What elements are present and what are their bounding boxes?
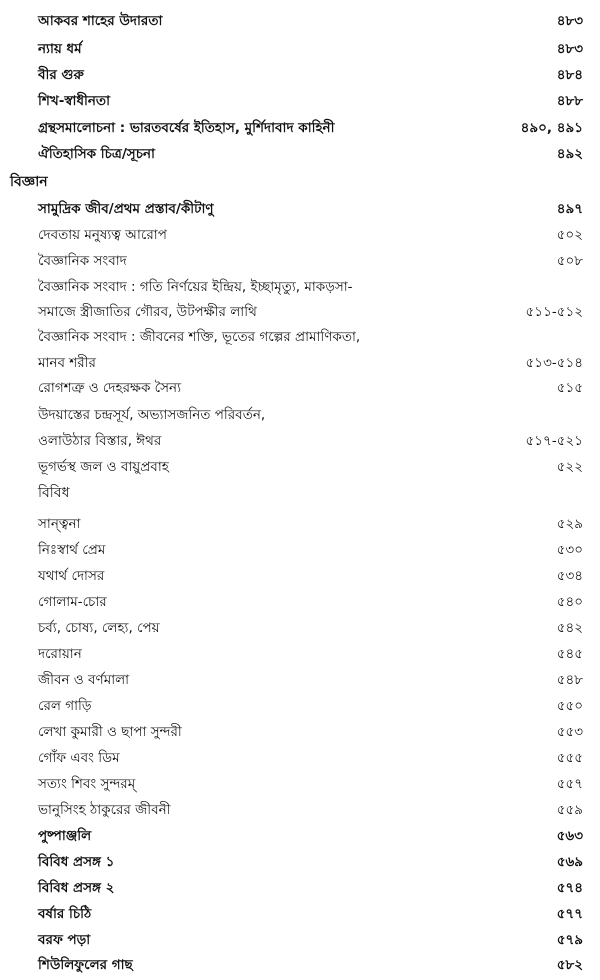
entry-title: আকবর শাহের উদারতা xyxy=(38,13,163,29)
entry-page: ৪৮৩ xyxy=(556,13,583,29)
entry-page: ৫৪৮ xyxy=(556,672,583,688)
entry-title: সত্যং শিবং সুন্দরম্ xyxy=(38,776,136,792)
entry-page: ৫৫৩ xyxy=(556,724,583,740)
entry-page: ৫৪০ xyxy=(556,594,583,610)
entry-page: ৫৬৩ xyxy=(556,828,583,844)
toc-entry xyxy=(0,301,600,323)
toc-entry xyxy=(0,456,600,478)
entry-title: উদয়াস্তের চন্দ্রসূর্য, অভ্যাসজনিত পরিবর্তন, xyxy=(38,407,266,423)
entry-title: নিঃস্বার্থ প্রেম xyxy=(38,542,106,558)
toc-entry xyxy=(0,929,600,951)
entry-title: দরোয়ান xyxy=(38,646,82,662)
entry-title: রোগশত্রু ও দেহরক্ষক সৈন্য xyxy=(38,380,182,396)
toc-entry xyxy=(0,773,600,795)
toc-entry xyxy=(0,377,600,399)
entry-page: ৫০২ xyxy=(556,227,583,243)
entry-page: ৫৭৯ xyxy=(556,932,583,948)
toc-entry xyxy=(0,565,600,587)
toc-entry xyxy=(0,954,600,976)
toc-entry xyxy=(0,326,600,348)
entry-title: শিখ-স্বাধীনতা xyxy=(38,93,110,109)
entry-page: ৫৪৫ xyxy=(556,646,583,662)
entry-page: ৫২২ xyxy=(556,459,583,475)
entry-title: যথার্থ দোসর xyxy=(38,568,105,584)
entry-page: ৫৭৪ xyxy=(556,880,583,896)
entry-title: মানব শরীর xyxy=(38,355,96,371)
toc-entry xyxy=(0,539,600,561)
toc-entry xyxy=(0,799,600,821)
toc-entry xyxy=(0,851,600,873)
toc-entry xyxy=(0,352,600,374)
entry-title: লেখা কুমারী ও ছাপা সুন্দরী xyxy=(38,724,182,740)
entry-title: বৈজ্ঞানিক সংবাদ : জীবনের শক্তি, ভূতের গল্পের প্রামাণিকতা, xyxy=(38,329,361,345)
entry-title: ভূগর্ভস্থ জল ও বায়ুপ্রবাহ xyxy=(38,459,169,475)
toc-entry xyxy=(0,669,600,691)
toc-entry xyxy=(0,877,600,899)
entry-title: শিউলিফুলের গাছ xyxy=(38,957,133,973)
entry-title: সান্ত্বনা xyxy=(38,516,81,532)
toc-entry xyxy=(0,224,600,246)
entry-page: ৫৩০ xyxy=(556,542,583,558)
entry-title: বিবিধ প্রসঙ্গ ২ xyxy=(38,880,115,896)
toc-entry xyxy=(0,903,600,925)
entry-title: বর্ষার চিঠি xyxy=(38,906,92,922)
entry-title: রেল গাড়ি xyxy=(38,698,92,714)
entry-title: বীর গুরু xyxy=(38,67,84,83)
toc-entry xyxy=(0,695,600,717)
entry-title: পুষ্পাঞ্জলি xyxy=(38,828,92,844)
entry-page: ৪৮৩ xyxy=(556,41,583,57)
entry-page: ৪৮৮ xyxy=(556,93,583,109)
entry-page: ৫৩৪ xyxy=(556,568,583,584)
entry-title: ঐতিহাসিক চিত্র/সূচনা xyxy=(38,146,155,162)
entry-page: ৫৫৫ xyxy=(556,750,583,766)
toc-entry xyxy=(0,404,600,426)
entry-page: ৫৬৯ xyxy=(556,854,583,870)
entry-title: দেবতায় মনুষ্যত্ব আরোপ xyxy=(38,227,167,243)
toc-entry xyxy=(0,64,600,86)
entry-title: বিবিধ প্রসঙ্গ ১ xyxy=(38,854,115,870)
toc-entry xyxy=(0,38,600,60)
entry-page: ৫৪২ xyxy=(556,620,583,636)
entry-page: ৫১৩-৫১৪ xyxy=(525,355,583,371)
entry-title: চর্ব্য, চোষ্য, লেহ্য, পেয় xyxy=(38,620,160,636)
entry-page: ৫১৫ xyxy=(556,380,583,396)
toc-entry xyxy=(0,117,600,139)
entry-title: সমাজে স্ত্রীজাতির গৌরব, উটপক্ষীর লাথি xyxy=(38,304,257,320)
entry-title: গোঁফ এবং ডিম xyxy=(38,750,120,766)
toc-entry xyxy=(0,747,600,769)
entry-page: ৪৯০, ৪৯১ xyxy=(520,120,583,136)
entry-page: ৪৯২ xyxy=(556,146,583,162)
toc-entry xyxy=(0,10,600,32)
entry-page: ৫২৯ xyxy=(556,516,583,532)
entry-page: ৫০৮ xyxy=(556,253,583,269)
toc-entry xyxy=(0,617,600,639)
entry-title: বৈজ্ঞানিক সংবাদ : গতি নির্ণয়ের ইন্দ্রিয়, ইচ্ছামৃত্যু, মাকড়সা- xyxy=(38,279,353,295)
entry-title: গ্রন্থসমালোচনা : ভারতবর্ষের ইতিহাস, মুর্শিদাবাদ কাহিনী xyxy=(38,120,335,136)
toc-entry xyxy=(0,198,600,220)
section-heading-misc: বিবিধ xyxy=(38,485,70,501)
entry-page: ৪৯৭ xyxy=(556,201,583,217)
entry-page: ৫১১-৫১২ xyxy=(525,304,583,320)
toc-entry xyxy=(0,825,600,847)
entry-title: বৈজ্ঞানিক সংবাদ xyxy=(38,253,127,269)
toc-entry xyxy=(0,90,600,112)
entry-page: ৫১৭-৫২১ xyxy=(525,433,583,449)
entry-title: সামুদ্রিক জীব/প্রথম প্রস্তাব/কীটাণু xyxy=(38,201,214,217)
entry-page: ৫৮২ xyxy=(556,957,583,973)
entry-page: ৫৫০ xyxy=(556,698,583,714)
entry-page: ৫৫৯ xyxy=(556,802,583,818)
toc-entry xyxy=(0,643,600,665)
entry-title: ন্যায় ধর্ম xyxy=(38,41,82,57)
toc-entry xyxy=(0,430,600,452)
entry-title: বরফ পড়া xyxy=(38,932,91,948)
section-heading-science: বিজ্ঞান xyxy=(10,174,48,190)
entry-page: ৫৭৭ xyxy=(556,906,583,922)
toc-entry xyxy=(0,143,600,165)
entry-title: ওলাউঠার বিস্তার, ঈথর xyxy=(38,433,162,449)
toc-entry xyxy=(0,721,600,743)
entry-title: জীবন ও বর্ণমালা xyxy=(38,672,130,688)
entry-page: ৪৮৪ xyxy=(556,67,583,83)
entry-page: ৫৫৭ xyxy=(556,776,583,792)
entry-title: ভানুসিংহ ঠাকুরের জীবনী xyxy=(38,802,171,818)
entry-title: গোলাম-চোর xyxy=(38,594,107,610)
toc-entry xyxy=(0,513,600,535)
toc-entry xyxy=(0,591,600,613)
toc-entry xyxy=(0,276,600,298)
toc-entry xyxy=(0,250,600,272)
